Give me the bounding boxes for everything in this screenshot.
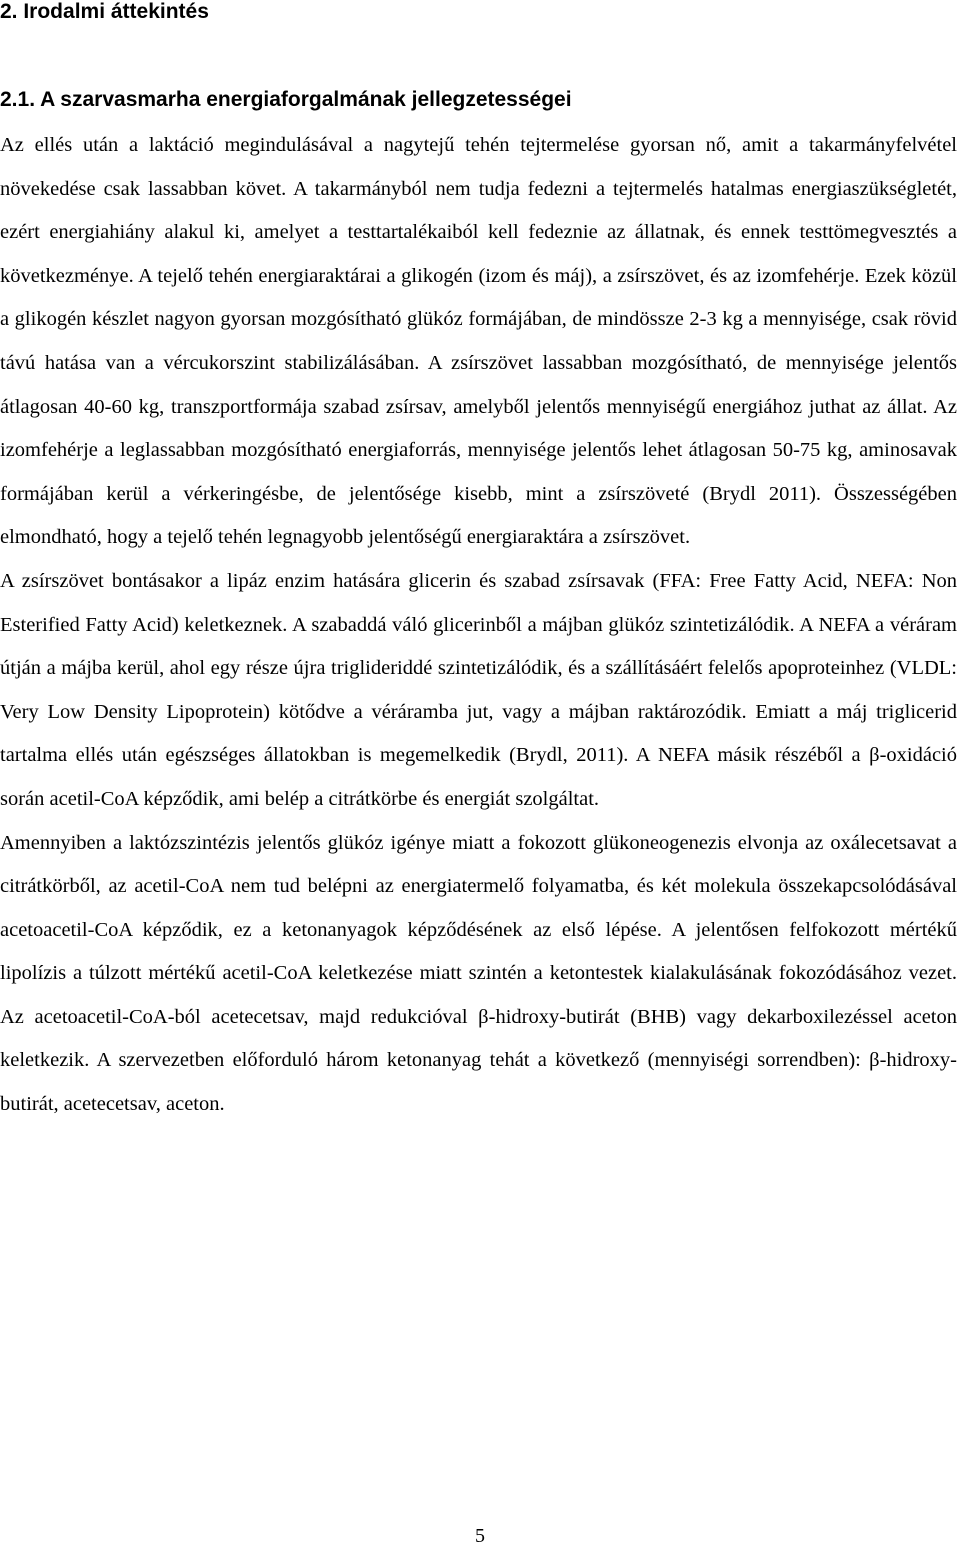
- section-title: 2.1. A szarvasmarha energiaforgalmának jellegzetességei: [0, 88, 572, 111]
- chapter-title: 2. Irodalmi áttekintés: [0, 0, 209, 23]
- paragraph-ketone-bodies: Amennyiben a laktózszintézis jelentős glükóz igénye miatt a fokozott glükoneogenezis elvonja az oxálecetsavat a citrátkörből, az acetil-CoA nem tud belépni az energiatermelő folyamatba, és két molekula összekapcsolódásával acetoacetil-CoA képződik, ez a ketonanyagok képződésének az első lépése. A jelentősen felfokozott mértékű lipolízis a túlzott mértékű acetil-CoA keletkezése miatt szintén a ketontestek kialakulásának fokozódásához vezet. Az acetoacetil-CoA-ból acetecetsav, majd redukcióval β-hidroxy-butirát (BHB) vagy dekarboxilezéssel aceton keletkezik. A szervezetben előforduló három ketonanyag tehát a következő (mennyiségi sorrendben): β-hidroxy-butirát, acetecetsav, aceton.: [0, 831, 957, 1116]
- body-text: [0, 124, 957, 1127]
- paragraph-lipolysis: A zsírszövet bontásakor a lipáz enzim hatására glicerin és szabad zsírsavak (FFA: Free Fatty Acid, NEFA: Non Esterified Fatty Acid) keletkeznek. A szabaddá váló glicerinből a májban glükóz szintetizálódik. A NEFA a véráram útján a májba kerül, ahol egy része újra triglideriddé szintetizálódik, és a szállításáért felelős apoproteinhez (VLDL: Very Low Density Lipoprotein) kötődve a véráramba jut, vagy a májban raktározódik. Emiatt a máj triglicerid tartalma ellés után egészséges állatokban is megemelkedik (Brydl, 2011). A NEFA másik részéből a β-oxidáció során acetil-CoA képződik, ami belép a citrátkörbe és energiát szolgáltat.: [0, 569, 957, 810]
- paragraph-energy-reserves: Az ellés után a laktáció megindulásával a nagytejű tehén tejtermelése gyorsan nő, amit a takarmányfelvétel növekedése csak lassabban követ. A takarmányból nem tudja fedezni a tejtermelés hatalmas energiaszükségletét, ezért energiahiány alakul ki, amelyet a testtartalékaiból kell fedeznie az állatnak, és ennek testtömegvesztés a következménye. A tejelő tehén energiaraktárai a glikogén (izom és máj), a zsírszövet, és az izomfehérje. Ezek közül a glikogén készlet nagyon gyorsan mozgósítható glükóz formájában, de mindössze 2-3 kg a mennyisége, csak rövid távú hatása van a vércukorszint stabilizálásában. A zsírszövet lassabban mozgósítható, de mennyisége jelentős átlagosan 40-60 kg, transzportformája szabad zsírsav, amelyből jelentős mennyiségű energiához juthat az állat. Az izomfehérje a leglassabban mozgósítható energiaforrás, mennyisége jelentős lehet átlagosan 50-75 kg, aminosavak formájában kerül a vérkeringésbe, de jelentősége kisebb, mint a zsírszöveté (Brydl 2011). Összességében elmondható, hogy a tejelő tehén legnagyobb jelentőségű energiaraktára a zsírszövet.: [0, 134, 957, 549]
- page-number: 5: [475, 1525, 485, 1547]
